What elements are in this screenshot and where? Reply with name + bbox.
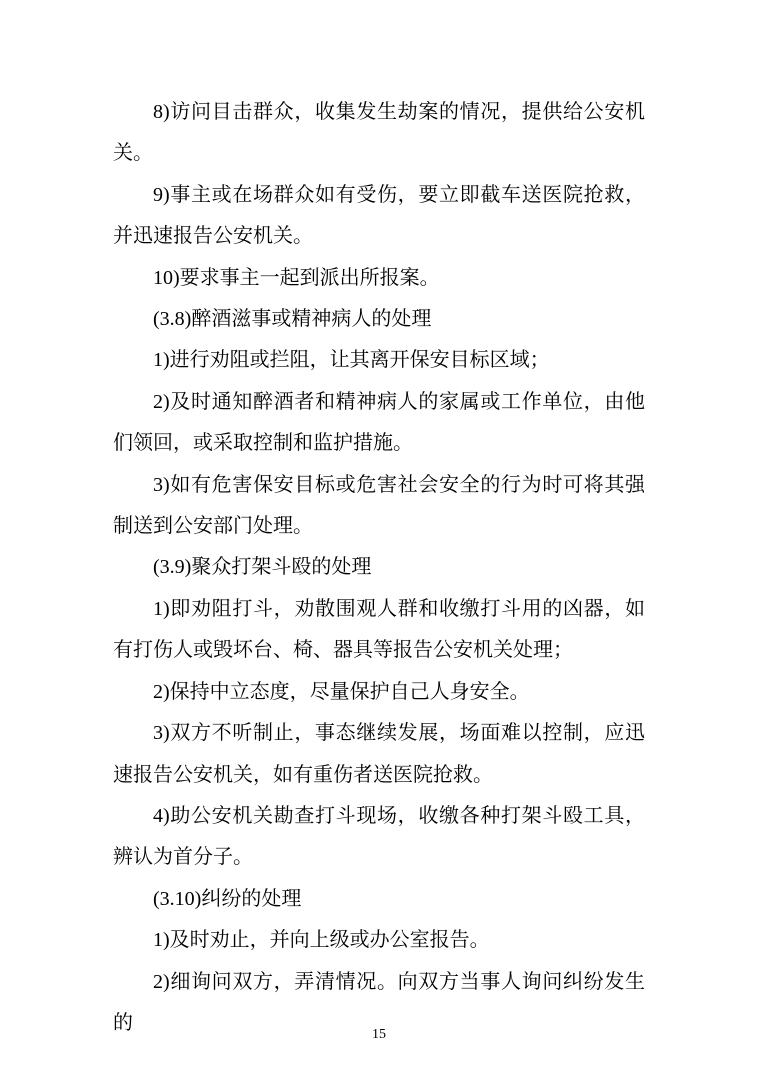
paragraph: 2)及时通知醉酒者和精神病人的家属或工作单位，由他们领回，或采取控制和监护措施。: [113, 390, 645, 455]
paragraph: 3)如有危害保安目标或危害社会安全的行为时可将其强制送到公安部门处理。: [113, 473, 645, 538]
paragraph: 3)双方不听制止，事态继续发展，场面难以控制，应迅速报告公安机关，如有重伤者送医院抢救。: [113, 722, 645, 786]
paragraph: (3.8)醉酒滋事或精神病人的处理: [153, 308, 432, 331]
paragraph: 4)助公安机关勘查打斗现场，收缴各种打架斗殴工具，辨认为首分子。: [113, 804, 645, 869]
document-text: [113, 92, 645, 1044]
paragraph: 1)即劝阻打斗，劝散围观人群和收缴打斗用的凶器，如有打伤人或毁坏台、椅、器具等报告公安机关处理；: [113, 597, 645, 662]
paragraph: 10)要求事主一起到派出所报案。: [153, 266, 440, 289]
paragraph: 2)保持中立态度，尽量保护自己人身安全。: [153, 680, 530, 703]
paragraph: 2)细询问双方，弄清情况。向双方当事人询问纠纷发生的: [113, 970, 645, 1034]
paragraph: 9)事主或在场群众如有受伤，要立即截车送医院抢救，并迅速报告公安机关。: [113, 183, 645, 248]
page-footer: [0, 1026, 758, 1044]
paragraph: 1)及时劝止，并向上级或办公室报告。: [153, 929, 490, 952]
paragraph: 1)进行劝阻或拦阻，让其离开保安目标区域；: [153, 349, 550, 372]
page-number: 15: [372, 1027, 386, 1042]
paragraph: (3.10)纠纷的处理: [153, 887, 302, 910]
paragraph: 8)访问目击群众，收集发生劫案的情况，提供给公安机关。: [113, 101, 645, 165]
paragraph: (3.9)聚众打架斗殴的处理: [153, 556, 372, 579]
